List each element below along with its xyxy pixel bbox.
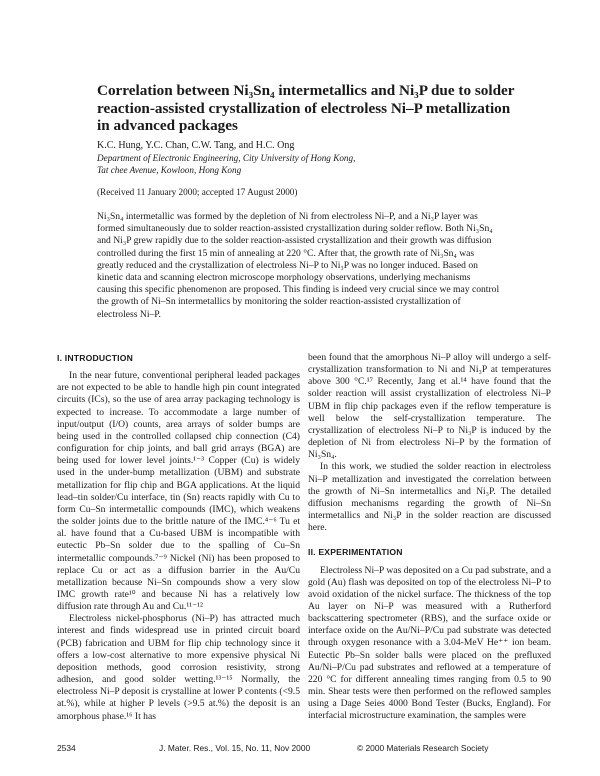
- paragraph: Electroless nickel-phosphorus (Ni–P) has attracted much interest and finds widespread use in printed circuit board (PCB) fabrication and UBM for flip chip technology since it offers a low-cost alternative to more expensive physical Ni deposition methods, good corrosion resistivity, strong adhesion, and good solder wetting.¹³⁻¹⁵ Normally, the electroless Ni–P deposit is crystalline at lower P contents (<9.5 at.%), while at higher P levels (>9.5 at.%) the deposit is an amorphous phase.¹⁶ It has: [57, 613, 300, 722]
- abstract: Ni₃Sn₄ intermetallic was formed by the depletion of Ni from electroless Ni–P, and a Ni₃P layer was formed simultaneously due to solder reaction-assisted crystallization during solder reflow. Both Ni₃Sn₄ and Ni₃P grew rapidly due to the solder reaction-assisted crystallization and their growth was diffusion controlled during the first 15 min of annealing at 220 °C. After that, the growth rate of Ni₃Sn₄ was greatly reduced and the crystallization of electroless Ni–P to Ni₃P was no longer induced. Based on kinetic data and scanning electron microscope morphology observations, underlying mechanisms causing this specific phenomenon are proposed. This finding is indeed very crucial since we may control the growth of Ni–Sn intermetallics by monitoring the solder reaction-assisted crystallization of electroless Ni–P.: [97, 211, 500, 320]
- right-column: [308, 352, 551, 723]
- paragraph: In the near future, conventional peripheral leaded packages are not expected to be able to handle high pin count integrated circuits (ICs), so the use of area array packaging technology is expected to increase. To accommodate a large number of input/output (I/O) counts, area arrays of solder bumps are being used in the controlled collapsed chip connection (C4) configuration for chip joints, and ball grid arrays (BGA) are being used for lower level joints.¹⁻³ Copper (Cu) is widely used in the under-bump metallization (UBM) and substrate metallization for flip chip and BGA applications. At the liquid lead–tin solder/Cu interface, tin (Sn) reacts rapidly with Cu to form Cu–Sn intermetallic compounds (IMC), which weakens the solder joints due to the brittle nature of the IMC.⁴⁻⁶ Tu et al. have found that a Cu-based UBM is incompatible with eutectic Pb–Sn solder due to the spalling of Cu–Sn intermetallic compounds.⁷⁻⁹ Nickel (Ni) has been proposed to replace Cu or act as a diffusion barrier in the Au/Cu metallization because Ni–Sn compounds show a very slow IMC growth rate¹⁰ and because Ni has a relatively low diffusion rate through Au and Cu.¹¹⁻¹²: [57, 370, 300, 613]
- author-list: K.C. Hung, Y.C. Chan, C.W. Tang, and H.C. Ong: [97, 140, 295, 151]
- section-heading-introduction: I. INTRODUCTION: [57, 353, 134, 363]
- page-footer: [57, 743, 549, 757]
- article-title: Correlation between Ni₃Sn₄ intermetallics and Ni₃P due to solder reaction-assisted crystallization of electroless Ni–P metallization in advanced packages: [97, 82, 515, 134]
- copyright-notice: © 2000 Materials Research Society: [357, 743, 489, 753]
- paragraph: In this work, we studied the solder reaction in electroless Ni–P metallization and investigated the correlation between the growth of Ni–Sn intermetallics and Ni₃P. The detailed diffusion mechanisms regarding the growth of Ni–Sn intermetallics and Ni₃P in the solder reaction are discussed here.: [308, 461, 551, 534]
- affiliation-line: Tat chee Avenue, Kowloon, Hong Kong: [97, 164, 242, 175]
- paragraph: Electroless Ni–P was deposited on a Cu pad substrate, and a gold (Au) flash was deposited on top of the electroless Ni–P to avoid oxidation of the nickel surface. The thickness of the top Au layer on Ni–P was measured with a Rutherford backscattering spectrometer (RBS), and the surface oxide or interface oxide on the Au/Ni–P/Cu pad substrate was detected through oxygen resonance with a 3.04-MeV He⁺⁺ ion beam. Eutectic Pb–Sn solder balls were placed on the prefluxed Au/Ni–P/Cu pad substrates and reflowed at a temperature of 220 °C for different annealing times ranging from 0.5 to 90 min. Shear tests were then performed on the reflowed samples using a Dage Seies 4000 Bond Tester (Bucks, England). For interfacial microstructure examination, the samples were: [308, 564, 551, 722]
- affiliation-line: Department of Electronic Engineering, City University of Hong Kong,: [97, 153, 356, 163]
- journal-citation: J. Mater. Res., Vol. 15, No. 11, Nov 2000: [159, 743, 311, 753]
- left-column: [57, 352, 300, 723]
- paragraph: been found that the amorphous Ni–P alloy will undergo a self-crystallization transformation to Ni and Ni₃P at temperatures above 300 °C.¹⁷ Recently, Jang et al.¹⁴ have found that the solder reaction will assist crystallization of electroless Ni–P UBM in flip chip packages even if the reflow temperature is well below the self-crystallization temperature. The crystallization of electroless Ni–P to Ni₃P is induced by the depletion of Ni from electroless Ni–P by the formation of Ni₃Sn₄.: [308, 352, 551, 461]
- received-dates: (Received 11 January 2000; accepted 17 August 2000): [97, 187, 298, 197]
- section-heading-experimentation: II. EXPERIMENTATION: [308, 547, 403, 558]
- affiliation: [97, 153, 355, 176]
- page-number: 2534: [57, 743, 76, 753]
